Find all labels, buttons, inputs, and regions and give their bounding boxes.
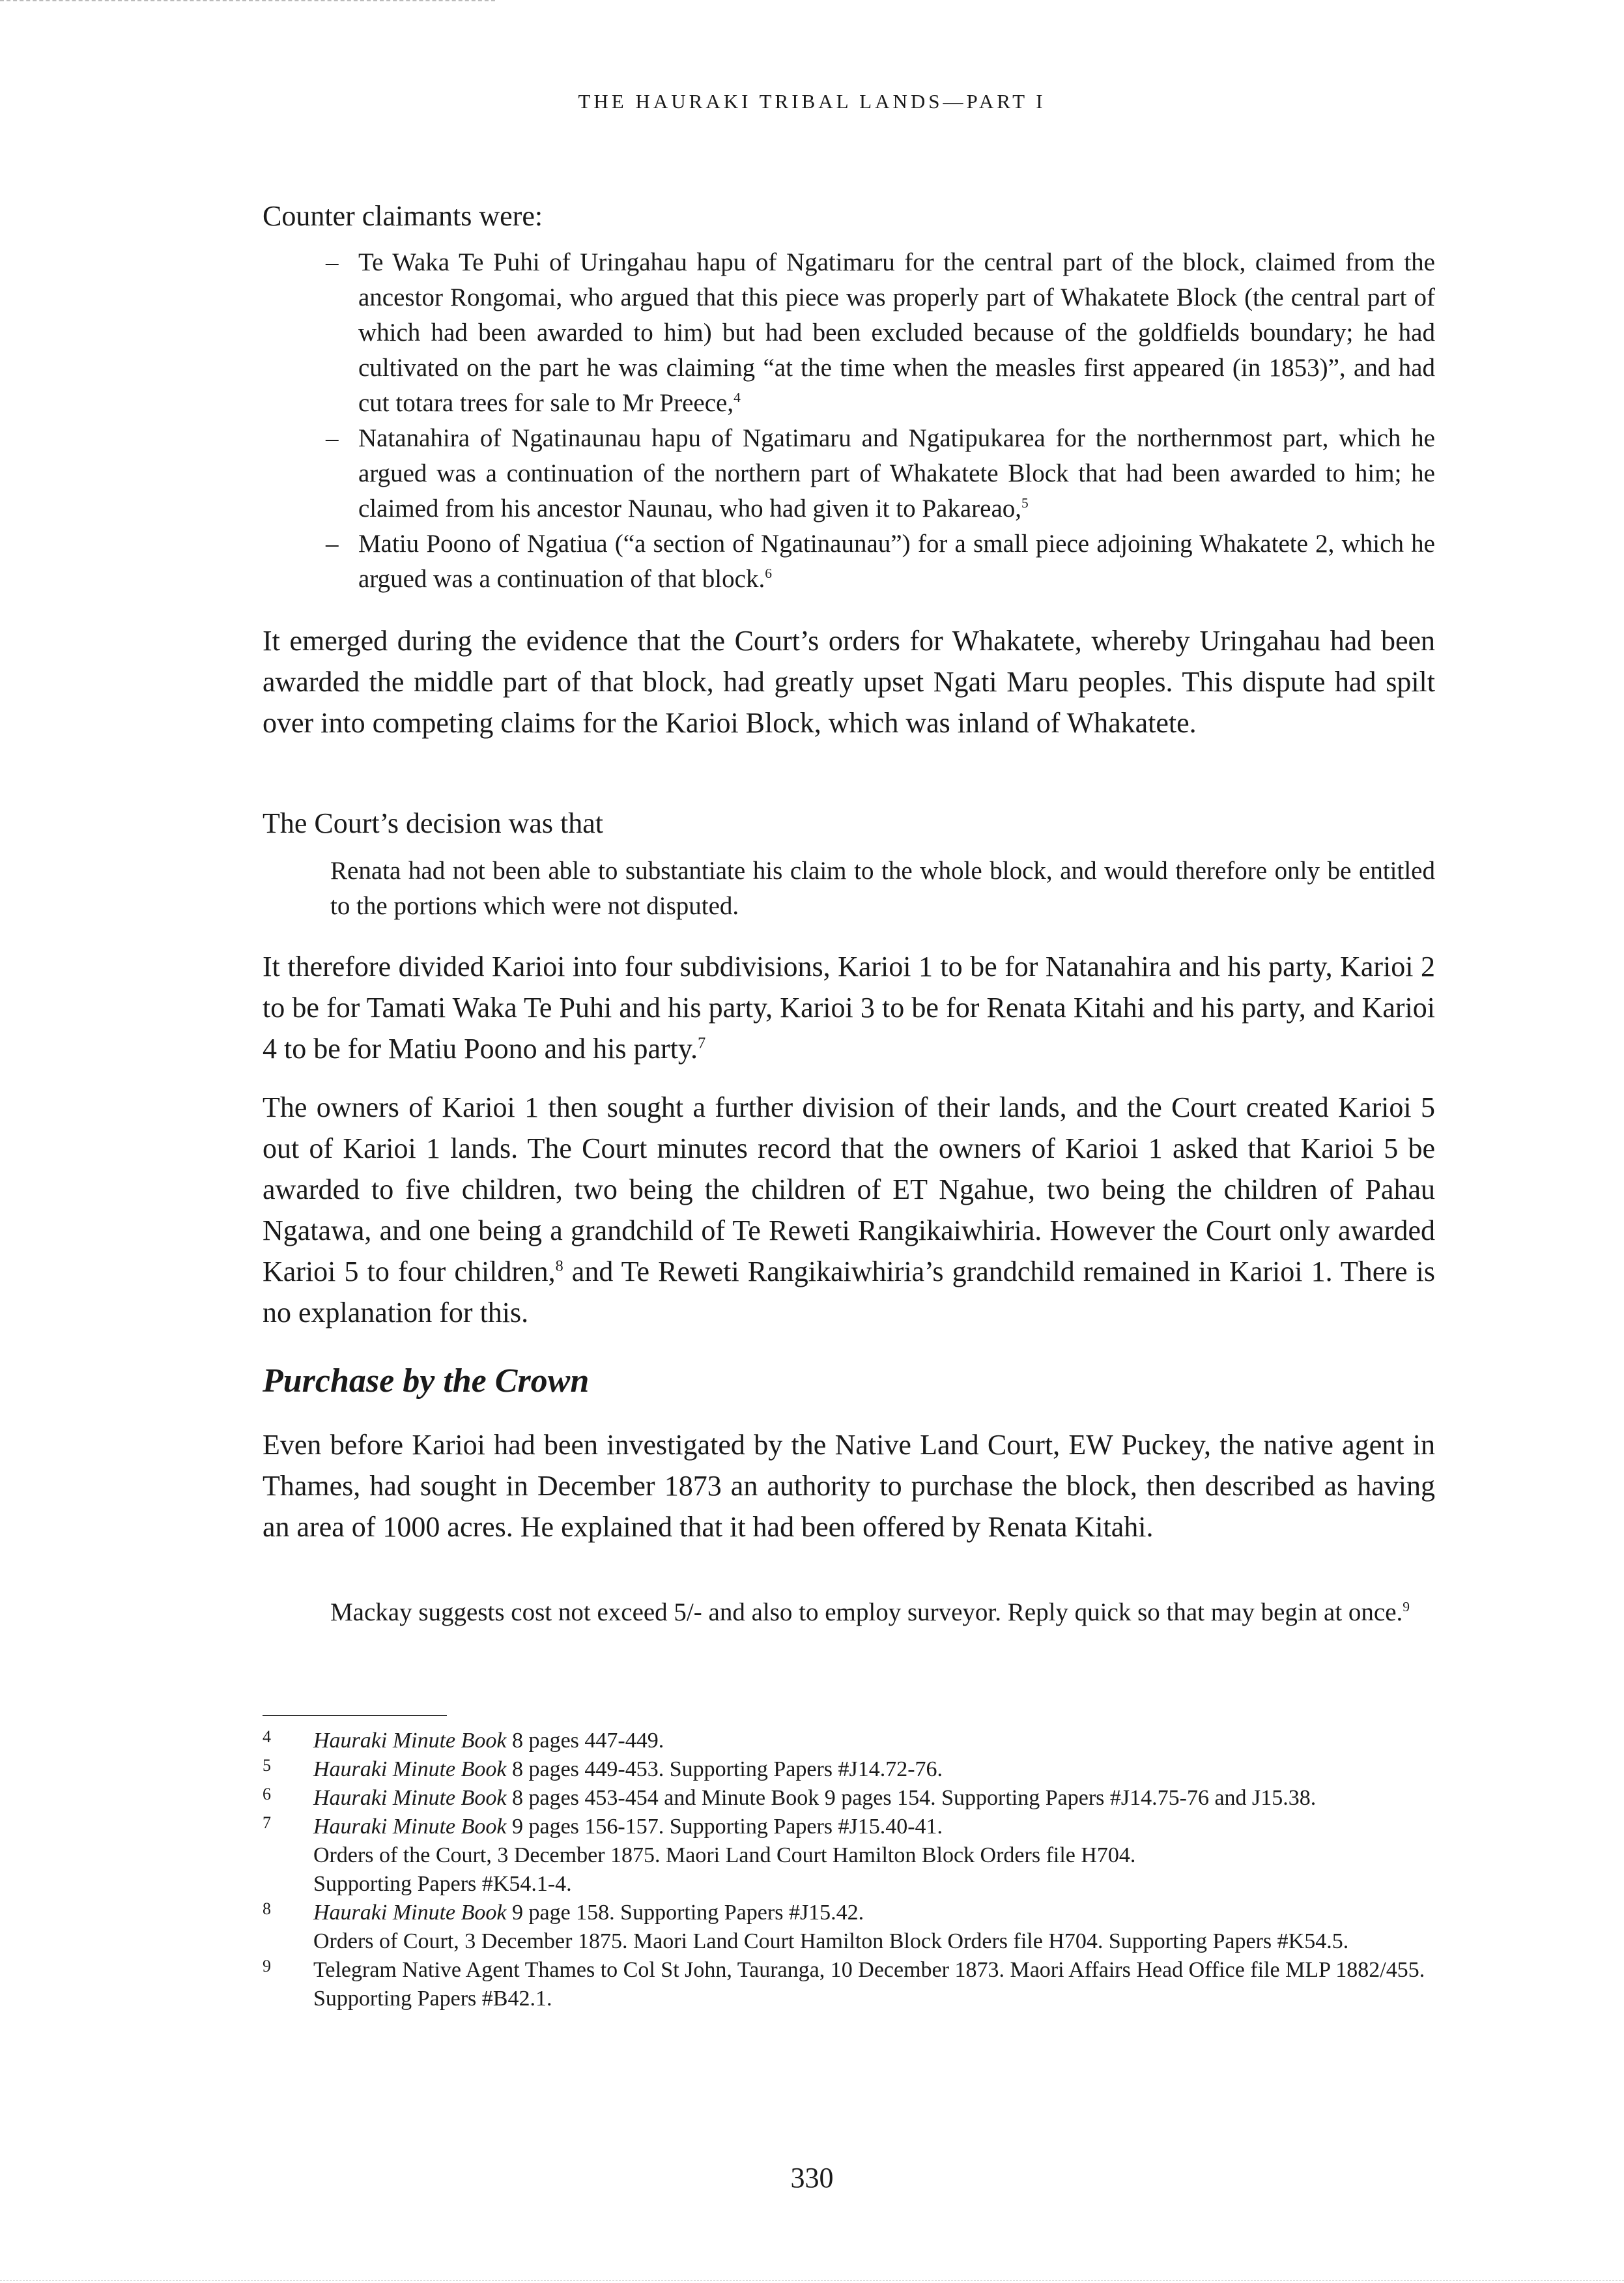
list-item-text: Matiu Poono of Ngatiua (“a section of Ngatinaunau”) for a small piece adjoining Whakatete 2, which he argued was a continuation of that block.	[358, 530, 1435, 593]
footnote-citation: 8 pages 447-449.	[506, 1729, 664, 1753]
scan-edge-top	[0, 0, 495, 1]
list-item	[326, 245, 1435, 421]
book-title: Hauraki Minute Book	[313, 1786, 507, 1810]
footnote-citation: 9 page 158. Supporting Papers #J15.42.	[506, 1901, 864, 1925]
footnote-ref: 5	[1021, 495, 1029, 511]
paragraph-text: and Te Reweti Rangikaiwhiria’s grandchild remained in Karioi 1. There is no explanation for this.	[263, 1256, 1435, 1328]
scan-edge-bottom	[0, 2280, 1624, 2281]
footnote-text	[313, 1899, 1435, 1927]
dash-marker: –	[326, 248, 339, 276]
footnote-text: Telegram Native Agent Thames to Col St John, Tauranga, 10 December 1873. Maori Affairs Head Office file MLP 1882/455. Supporting Papers #B42.1.	[313, 1958, 1425, 2011]
page-number: 330	[790, 2162, 834, 2194]
footnote-text	[313, 1813, 1435, 1841]
footnote	[263, 1956, 1435, 2013]
footnote-citation: 8 pages 453-454 and Minute Book 9 pages 154. Supporting Papers #J14.75-76 and J15.38.	[506, 1786, 1317, 1810]
footnote-number: 9	[263, 1957, 271, 1975]
footnote-extra: Orders of Court, 3 December 1875. Maori Land Court Hamilton Block Orders file H704. Supporting Papers #K54.5.	[313, 1929, 1349, 1953]
footnote	[263, 1784, 1435, 1813]
list-item	[326, 526, 1435, 597]
footnote-number: 6	[263, 1785, 271, 1803]
footnote-text	[313, 1784, 1435, 1813]
footnote-number: 7	[263, 1813, 271, 1832]
block-quote-telegram	[330, 1595, 1435, 1630]
footnote-number: 4	[263, 1727, 271, 1746]
footnote-number: 8	[263, 1899, 271, 1918]
footnote-divider	[263, 1715, 447, 1716]
footnote-text	[313, 1755, 1435, 1784]
block-quote-decision: Renata had not been able to substantiate his claim to the whole block, and would therefore only be entitled to the portions which were not disputed.	[330, 857, 1435, 920]
footnote-citation: 9 pages 156-157. Supporting Papers #J15.40-41.	[506, 1815, 943, 1839]
dash-marker: –	[326, 530, 339, 558]
running-header: THE HAURAKI TRIBAL LANDS—PART I	[578, 90, 1046, 113]
list-item-text: Te Waka Te Puhi of Uringahau hapu of Ngatimaru for the central part of the block, claimed from the ancestor Rongomai, who argued that this piece was properly part of Whakatete Block (the central part of which had been awarded to him) but had been excluded because of the goldfields boundary; he had cultivated on the part he was claiming “at the time when the measles first appeared (in 1853)”, and had cut totara trees for sale to Mr Preece,	[358, 248, 1435, 417]
footnote	[263, 1899, 1435, 1956]
paragraph-purchase: Even before Karioi had been investigated by the Native Land Court, EW Puckey, the native agent in Thames, had sought in December 1873 an authority to purchase the block, then described as having an area of 1000 acres. He explained that it had been offered by Renata Kitahi.	[263, 1429, 1435, 1543]
paragraph-court-orders: It emerged during the evidence that the Court’s orders for Whakatete, whereby Uringahau had been awarded the middle part of that block, had greatly upset Ngati Maru peoples. This dispute had spilt over into competing claims for the Karioi Block, which was inland of Whakatete.	[263, 625, 1435, 739]
footnote-ref: 7	[698, 1034, 706, 1052]
footnote-ref: 9	[1403, 1599, 1410, 1615]
footnote-extra: Supporting Papers #K54.1-4.	[313, 1872, 572, 1896]
footnote	[263, 1755, 1435, 1784]
paragraph-karioi-5	[263, 1087, 1435, 1333]
paragraph-text: The owners of Karioi 1 then sought a further division of their lands, and the Court created Karioi 5 out of Karioi 1 lands. The Court minutes record that the owners of Karioi 1 asked that Karioi 5 be awarded to five children, two being the children of ET Ngahue, two being the children of Pahau Ngatawa, and one being a grandchild of Te Reweti Rangikaiwhiria. However the Court only awarded Karioi 5 to four children,	[263, 1091, 1435, 1287]
book-title: Hauraki Minute Book	[313, 1729, 507, 1753]
footnote-ref: 8	[555, 1257, 563, 1275]
section-heading: Purchase by the Crown	[263, 1362, 590, 1400]
paragraph-decision-intro: The Court’s decision was that	[263, 807, 604, 839]
intro-paragraph: Counter claimants were:	[263, 200, 543, 232]
dash-marker: –	[326, 424, 339, 452]
paragraph-text: It therefore divided Karioi into four subdivisions, Karioi 1 to be for Natanahira and his party, Karioi 2 to be for Tamati Waka Te Puhi and his party, Karioi 3 to be for Renata Kitahi and his party, and Karioi 4 to be for Matiu Poono and his party.	[263, 951, 1435, 1065]
footnote	[263, 1813, 1435, 1899]
counter-claimants-list	[326, 245, 1435, 597]
footnote-text	[313, 1727, 1435, 1755]
footnote-ref: 4	[734, 390, 741, 405]
footnotes	[263, 1727, 1435, 2013]
list-item	[326, 421, 1435, 526]
list-item-text: Natanahira of Ngatinaunau hapu of Ngatimaru and Ngatipukarea for the northernmost part, which he argued was a continuation of the northern part of Whakatete Block that had been awarded to him; he claimed from his ancestor Naunau, who had given it to Pakareao,	[358, 424, 1435, 523]
quote-text: Mackay suggests cost not exceed 5/- and also to employ surveyor. Reply quick so that may begin at once.	[330, 1598, 1403, 1626]
book-title: Hauraki Minute Book	[313, 1757, 507, 1781]
footnote	[263, 1727, 1435, 1755]
book-title: Hauraki Minute Book	[313, 1901, 507, 1925]
footnote-number: 5	[263, 1756, 271, 1775]
footnote-ref: 6	[765, 566, 772, 581]
book-title: Hauraki Minute Book	[313, 1815, 507, 1839]
footnote-citation: 8 pages 449-453. Supporting Papers #J14.72-76.	[506, 1757, 943, 1781]
paragraph-subdivisions	[263, 946, 1435, 1069]
footnote-extra: Orders of the Court, 3 December 1875. Maori Land Court Hamilton Block Orders file H704.	[313, 1843, 1136, 1867]
